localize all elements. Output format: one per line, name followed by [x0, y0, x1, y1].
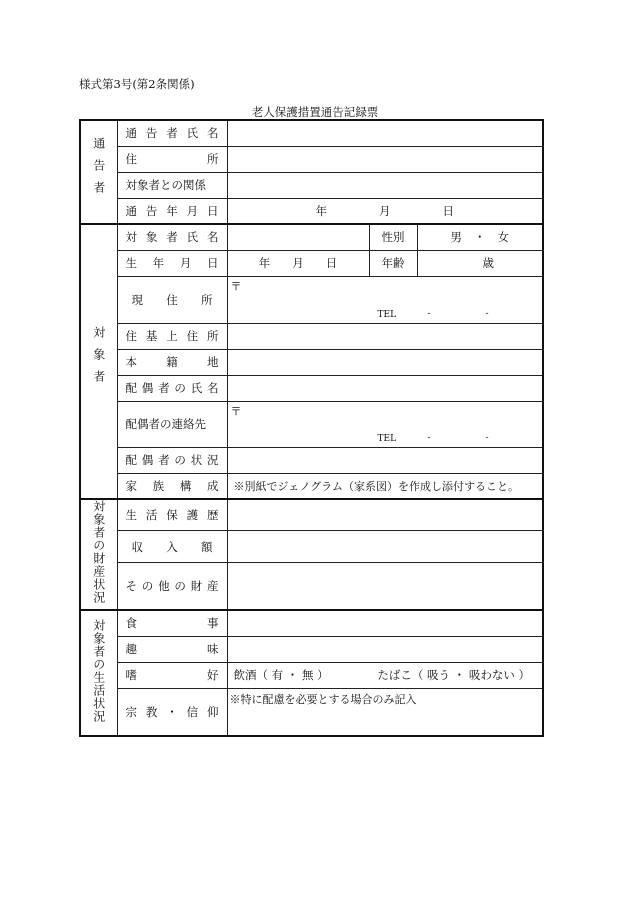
label-char: 活	[145, 508, 158, 523]
label-other-property	[117, 563, 227, 610]
justified-label-text	[126, 203, 219, 219]
label-char: の	[174, 381, 186, 395]
field-other-property[interactable]	[227, 563, 543, 610]
label-char: 氏	[190, 381, 203, 395]
label-religion	[117, 688, 227, 736]
field-religion[interactable]	[227, 688, 543, 736]
spouse-tel-label: TEL	[377, 433, 397, 444]
field-relation[interactable]	[227, 172, 543, 198]
label-char: の	[141, 579, 154, 594]
label-subject-name	[117, 224, 227, 250]
justified-label-text	[126, 151, 219, 167]
field-notifier-name[interactable]	[227, 120, 543, 146]
field-subject-name[interactable]	[227, 224, 369, 250]
tel-dash-1: -	[427, 308, 431, 319]
spouse-tel-dash-1: -	[427, 432, 431, 443]
label-char: 偶	[141, 453, 154, 467]
field-notification-date[interactable]	[227, 198, 543, 224]
label-char: 収	[131, 539, 143, 554]
label-notifier-address	[117, 146, 227, 172]
label-char: 通	[125, 126, 137, 141]
justified-label-text	[126, 478, 219, 494]
label-char: 護	[186, 508, 199, 523]
label-char: 告	[145, 126, 158, 141]
label-char: 名	[206, 381, 219, 395]
section-notifier: 通告者	[80, 120, 117, 224]
field-spouse-name[interactable]	[227, 375, 543, 401]
justified-label-text	[126, 539, 219, 555]
spouse-tel-dash-2: -	[485, 432, 489, 443]
label-char: 他	[158, 579, 170, 594]
label-char: 況	[206, 453, 219, 467]
label-char: 状	[190, 453, 203, 467]
justified-label-text	[126, 452, 219, 468]
label-gender: 性別	[369, 224, 417, 250]
label-char: 者	[166, 230, 178, 245]
label-char: ・	[166, 704, 178, 719]
birth-year-unit: 年	[258, 256, 271, 270]
label-registered-address	[117, 323, 227, 349]
label-char: 仰	[207, 704, 219, 719]
label-char: 産	[206, 579, 219, 594]
label-char: 成	[206, 478, 219, 493]
label-char: 嗜	[125, 668, 137, 682]
justified-label-text	[126, 578, 219, 594]
label-char: 信	[186, 704, 199, 719]
label-char: 住	[125, 329, 137, 343]
label-char: 日	[206, 256, 219, 270]
field-domicile[interactable]	[227, 349, 543, 375]
label-hobby	[117, 636, 227, 662]
label-char: 住	[166, 292, 178, 307]
date-month-unit: 月	[379, 203, 391, 218]
justified-label-text	[126, 354, 219, 370]
label-char: 対	[125, 230, 137, 245]
justified-label-text	[126, 667, 219, 683]
label-char: 者	[166, 126, 178, 141]
label-char: 食	[125, 616, 137, 631]
spouse-postal-mark: 〒	[230, 404, 242, 418]
field-meals[interactable]	[227, 610, 543, 636]
justified-label-text	[126, 255, 219, 271]
field-registered-address[interactable]	[227, 323, 543, 349]
label-char: 籍	[166, 355, 178, 369]
label-char: 入	[166, 539, 178, 554]
field-gender[interactable]	[417, 224, 543, 250]
justified-label-text	[126, 641, 219, 657]
justified-label-text	[126, 292, 219, 308]
label-char: 上	[166, 329, 178, 343]
date-day-unit: 日	[442, 203, 454, 218]
field-welfare-history[interactable]	[227, 499, 543, 531]
label-char: 現	[131, 292, 143, 307]
label-char: 月	[186, 203, 199, 218]
label-char: 家	[125, 478, 137, 493]
gender-female[interactable]: 女	[497, 230, 509, 245]
justified-label-text	[126, 615, 219, 631]
field-hobby[interactable]	[227, 636, 543, 662]
justified-label-text	[126, 328, 219, 344]
date-year-unit: 年	[315, 203, 327, 218]
gender-male[interactable]: 男	[450, 230, 462, 245]
label-char: 月	[179, 256, 192, 270]
justified-label-text	[126, 229, 219, 245]
label-char: 通	[125, 203, 137, 218]
label-char: そ	[125, 579, 137, 594]
section-lifestyle: 対象者の生活状況	[80, 610, 117, 736]
label-domicile	[117, 349, 227, 375]
label-spouse-status	[117, 447, 227, 473]
label-char: 氏	[186, 230, 199, 245]
label-char: 構	[179, 478, 192, 493]
label-char: 生	[125, 508, 137, 523]
label-char: の	[174, 579, 186, 594]
label-char: 生	[125, 256, 137, 270]
label-char: 事	[207, 616, 219, 631]
label-char: 氏	[186, 126, 199, 141]
section-subject: 対象者	[80, 224, 117, 499]
label-char: 好	[207, 668, 219, 682]
label-char: 所	[207, 152, 219, 166]
justified-label-text	[126, 125, 219, 141]
drinking-option[interactable]: 飲酒（ 有 ・ 無 ）	[233, 668, 329, 682]
family-note: ※別紙でジェノグラム（家系図）を作成し添付すること。	[233, 479, 520, 493]
field-spouse-contact[interactable]	[227, 401, 543, 447]
age-unit: 歳	[482, 256, 494, 270]
label-welfare-history	[117, 499, 227, 531]
label-char: 額	[201, 539, 213, 554]
label-char: 告	[145, 203, 158, 218]
label-char: 住	[125, 152, 137, 166]
field-notifier-address[interactable]	[227, 146, 543, 172]
label-char: 象	[145, 230, 158, 245]
field-spouse-status[interactable]	[227, 447, 543, 473]
label-char: 教	[145, 704, 158, 719]
field-current-address[interactable]	[227, 276, 543, 323]
label-char: 日	[207, 203, 219, 218]
label-char: 名	[207, 230, 219, 245]
label-char: 味	[207, 642, 219, 656]
label-char: 年	[166, 203, 178, 218]
label-char: 地	[207, 355, 219, 369]
justified-label-text	[126, 507, 219, 523]
label-char: 配	[125, 381, 137, 395]
label-spouse-name	[117, 375, 227, 401]
label-char: 住	[186, 329, 199, 343]
justified-label-text	[126, 704, 219, 720]
label-char: 偶	[141, 381, 154, 395]
form-number-note: 様式第3号(第2条関係)	[79, 77, 195, 91]
label-income	[117, 531, 227, 563]
birth-month-unit: 月	[292, 256, 304, 270]
label-family	[117, 473, 227, 499]
tel-label: TEL	[377, 309, 397, 320]
label-char: 所	[207, 329, 219, 343]
label-preferences	[117, 662, 227, 688]
label-spouse-contact: 配偶者の連絡先	[117, 401, 227, 447]
form-title: 老人保護措置通告記録票	[251, 105, 379, 119]
justified-label-text	[126, 380, 219, 396]
smoking-option[interactable]: たばこ（ 吸う ・ 吸わない ）	[377, 668, 530, 682]
label-relation: 対象者との関係	[117, 172, 227, 198]
label-char: 所	[201, 292, 213, 307]
field-age[interactable]	[417, 250, 543, 276]
field-preferences[interactable]	[227, 662, 543, 688]
notification-record-table	[79, 119, 544, 737]
label-char: 者	[158, 453, 170, 467]
label-char: 者	[158, 381, 170, 395]
gender-dot: ・	[474, 230, 486, 245]
label-char: 歴	[207, 508, 219, 523]
label-current-address	[117, 276, 227, 323]
section-property: 対象者の財産状況	[80, 499, 117, 610]
label-char: 名	[207, 126, 219, 141]
label-notification-date	[117, 198, 227, 224]
religion-note: ※特に配慮を必要とする場合のみ記入	[229, 692, 417, 706]
label-age: 年齢	[369, 250, 417, 276]
label-char: 宗	[125, 704, 137, 719]
label-char: 基	[145, 329, 158, 343]
label-char: 趣	[125, 642, 137, 656]
field-income[interactable]	[227, 531, 543, 563]
label-char: 保	[166, 508, 178, 523]
field-birth-date[interactable]	[227, 250, 369, 276]
label-birth-date	[117, 250, 227, 276]
label-char: 配	[125, 453, 137, 467]
label-char: の	[174, 453, 186, 467]
label-char: 年	[152, 256, 165, 270]
postal-mark: 〒	[230, 279, 242, 293]
birth-day-unit: 日	[325, 256, 338, 270]
label-char: 族	[152, 478, 165, 493]
label-char: 本	[125, 355, 137, 369]
field-family[interactable]	[227, 473, 543, 499]
label-char: 財	[190, 579, 203, 594]
label-meals	[117, 610, 227, 636]
label-notifier-name	[117, 120, 227, 146]
tel-dash-2: -	[485, 308, 489, 319]
